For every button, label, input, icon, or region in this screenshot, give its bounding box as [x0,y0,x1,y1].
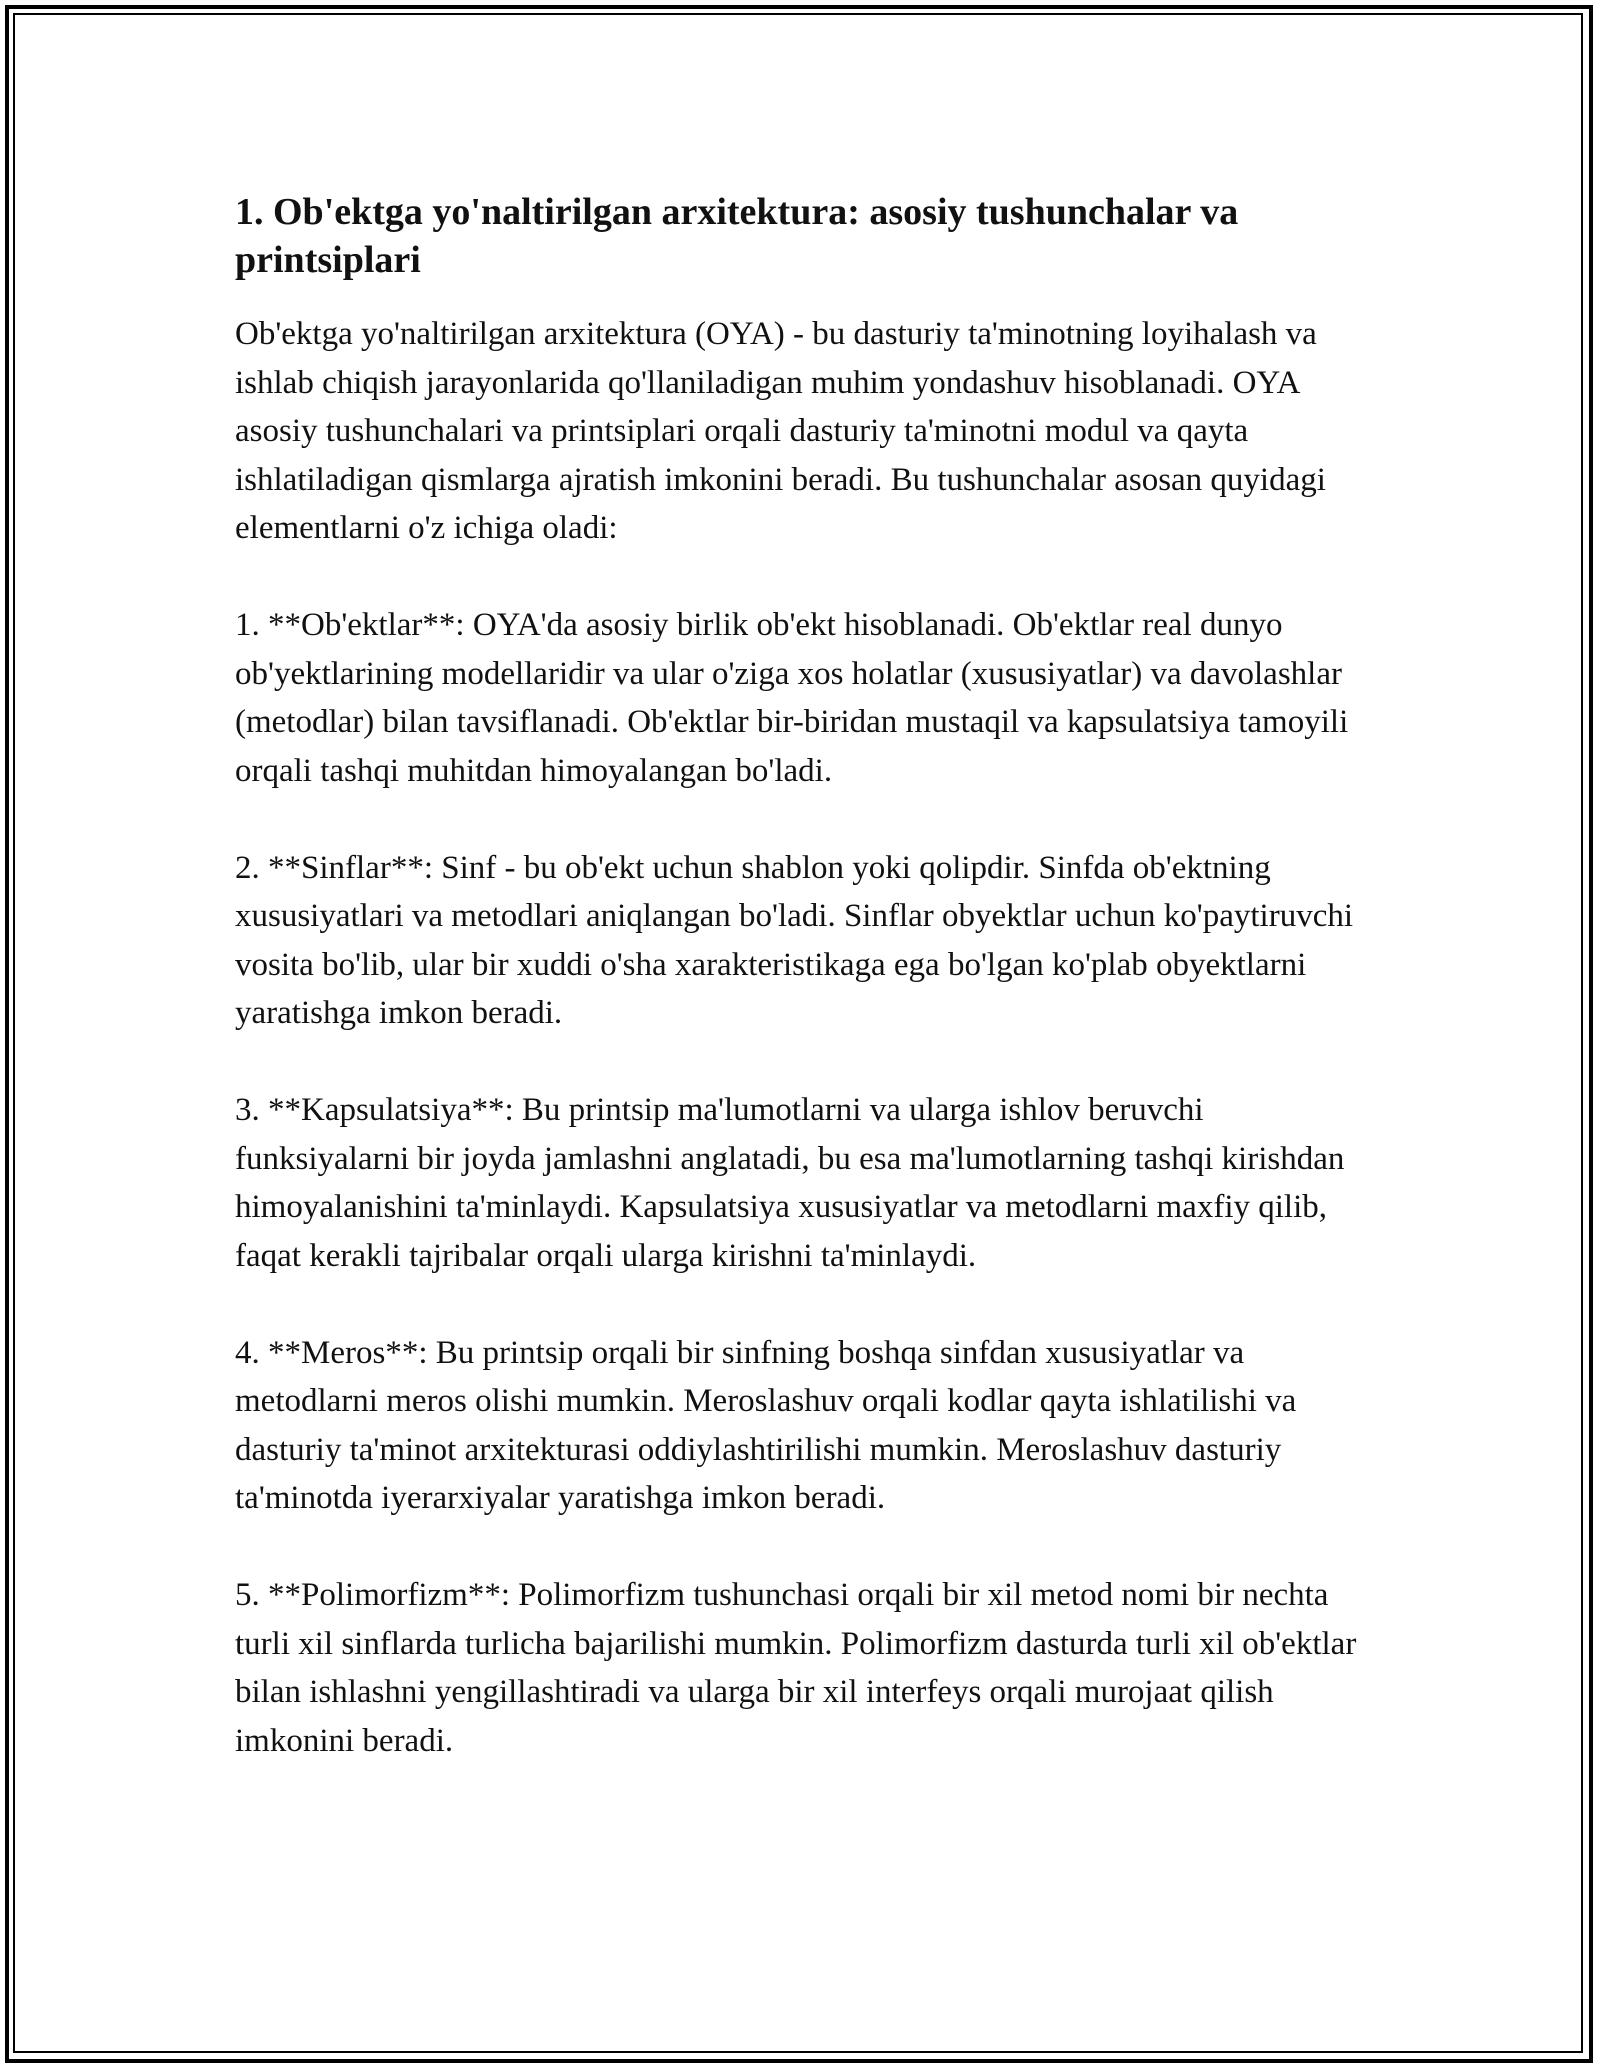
list-item-classes: 2. **Sinflar**: Sinf - bu ob'ekt uchun shablon yoki qolipdir. Sinfda ob'ektning xususiyatlari va metodlari aniqlangan bo'ladi. Sinflar obyektlar uchun ko'paytiruvchi vosita bo'lib, ular bir xuddi o'sha xarakteristikaga ega bo'lgan ko'plab obyektlarni yaratishga imkon beradi. [235,849,1354,1031]
document-body [235,188,1370,1814]
list-item-polymorphism: 5. **Polimorfizm**: Polimorfizm tushunchasi orqali bir xil metod nomi bir nechta turli xil sinflarda turlicha bajarilishi mumkin. Polimorfizm dasturda turli xil ob'ektlar bilan ishlashni yengillashtiradi va ularga bir xil interfeys orqali murojaat qilish imkonini beradi. [235,1577,1357,1759]
document-title: 1. Ob'ektga yo'naltirilgan arxitektura: asosiy tushunchalar va printsiplari [235,191,1239,281]
list-item-objects: 1. **Ob'ektlar**: OYA'da asosiy birlik ob'ekt hisoblanadi. Ob'ektlar real dunyo ob'yektlarining modellaridir va ular o'ziga xos holatlar (xususiyatlar) va davolashlar (metodlar) bilan tavsiflanadi. Ob'ektlar bir-biridan mustaqil va kapsulatsiya tamoyili orqali tashqi muhitdan himoyalangan bo'ladi. [235,607,1349,789]
list-item-encapsulation: 3. **Kapsulatsiya**: Bu printsip ma'lumotlarni va ularga ishlov beruvchi funksiyalarni bir joyda jamlashni anglatadi, bu esa ma'lumotlarning tashqi kirishdan himoyalanishini ta'minlaydi. Kapsulatsiya xususiyatlar va metodlarni maxfiy qilib, faqat kerakli tajribalar orqali ularga kirishni ta'minlaydi. [235,1092,1345,1274]
list-item-inheritance: 4. **Meros**: Bu printsip orqali bir sinfning boshqa sinfdan xususiyatlar va metodlarni meros olishi mumkin. Meroslashuv orqali kodlar qayta ishlatilishi va dasturiy ta'minot arxitekturasi oddiylashtirilishi mumkin. Meroslashuv dasturiy ta'minotda iyerarxiyalar yaratishga imkon beradi. [235,1334,1297,1516]
intro-paragraph: Ob'ektga yo'naltirilgan arxitektura (OYA) - bu dasturiy ta'minotning loyihalash va ishlab chiqish jarayonlarida qo'llaniladigan muhim yondashuv hisoblanadi. OYA asosiy tushunchalari va printsiplari orqali dasturiy ta'minotni modul va qayta ishlatiladigan qismlarga ajratish imkonini beradi. Bu tushunchalar asosan quyidagi elementlarni o'z ichiga oladi: [235,316,1326,546]
